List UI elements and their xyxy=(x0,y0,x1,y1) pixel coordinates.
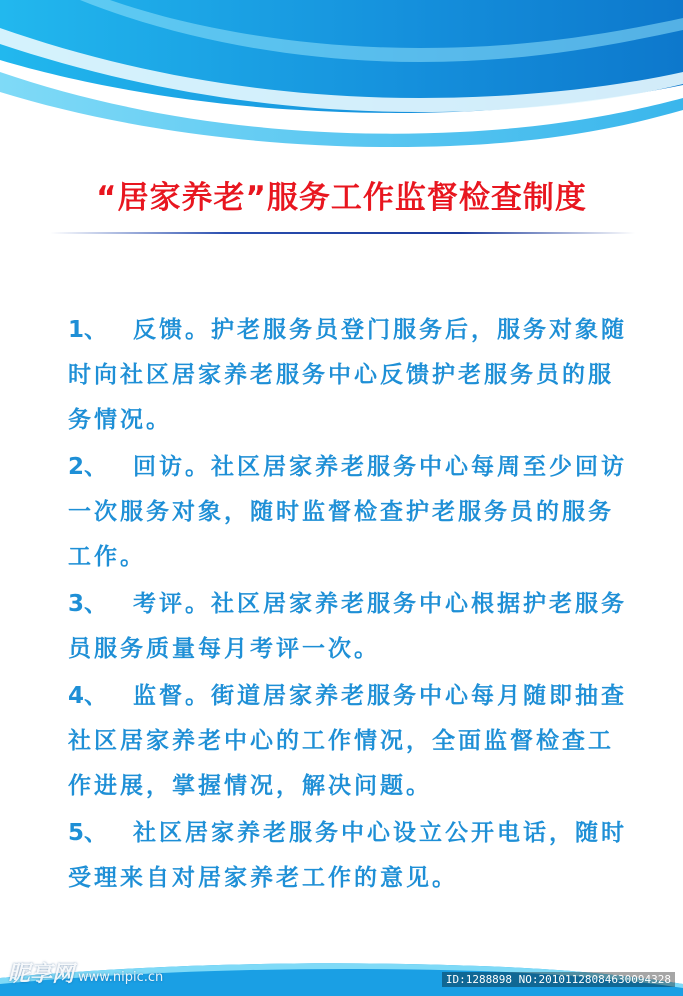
top-wave-decoration xyxy=(0,0,683,170)
item-number: 4、 xyxy=(68,683,108,709)
regulation-list xyxy=(68,308,628,903)
item-number: 3、 xyxy=(68,591,108,617)
list-item xyxy=(68,811,628,901)
item-text: 社区居家养老服务中心设立公开电话，随时受理来自对居家养老工作的意见。 xyxy=(68,820,628,891)
list-item xyxy=(68,445,628,580)
watermark-brand: 昵享网 www.nipic.cn xyxy=(8,962,164,987)
item-text: 回访。社区居家养老服务中心每周至少回访一次服务对象，随时监督检查护老服务员的服务工作。 xyxy=(68,454,628,570)
list-item xyxy=(68,674,628,809)
list-item xyxy=(68,582,628,672)
item-text: 考评。社区居家养老服务中心根据护老服务员服务质量每月考评一次。 xyxy=(68,591,628,662)
item-number: 5、 xyxy=(68,820,108,846)
item-text: 监督。街道居家养老服务中心每月随即抽查社区居家养老中心的工作情况，全面监督检查工作进展，掌握情况，解决问题。 xyxy=(68,683,628,799)
title-divider xyxy=(50,232,635,234)
item-number: 1、 xyxy=(68,317,108,343)
page-title: “居家养老”服务工作监督检查制度 xyxy=(96,180,587,216)
item-text: 反馈。护老服务员登门服务后，服务对象随时向社区居家养老服务中心反馈护老服务员的服务情况。 xyxy=(68,317,628,433)
list-item xyxy=(68,308,628,443)
item-number: 2、 xyxy=(68,454,108,480)
watermark-id: ID:1288898 NO:20101128084630094328 xyxy=(442,972,675,987)
